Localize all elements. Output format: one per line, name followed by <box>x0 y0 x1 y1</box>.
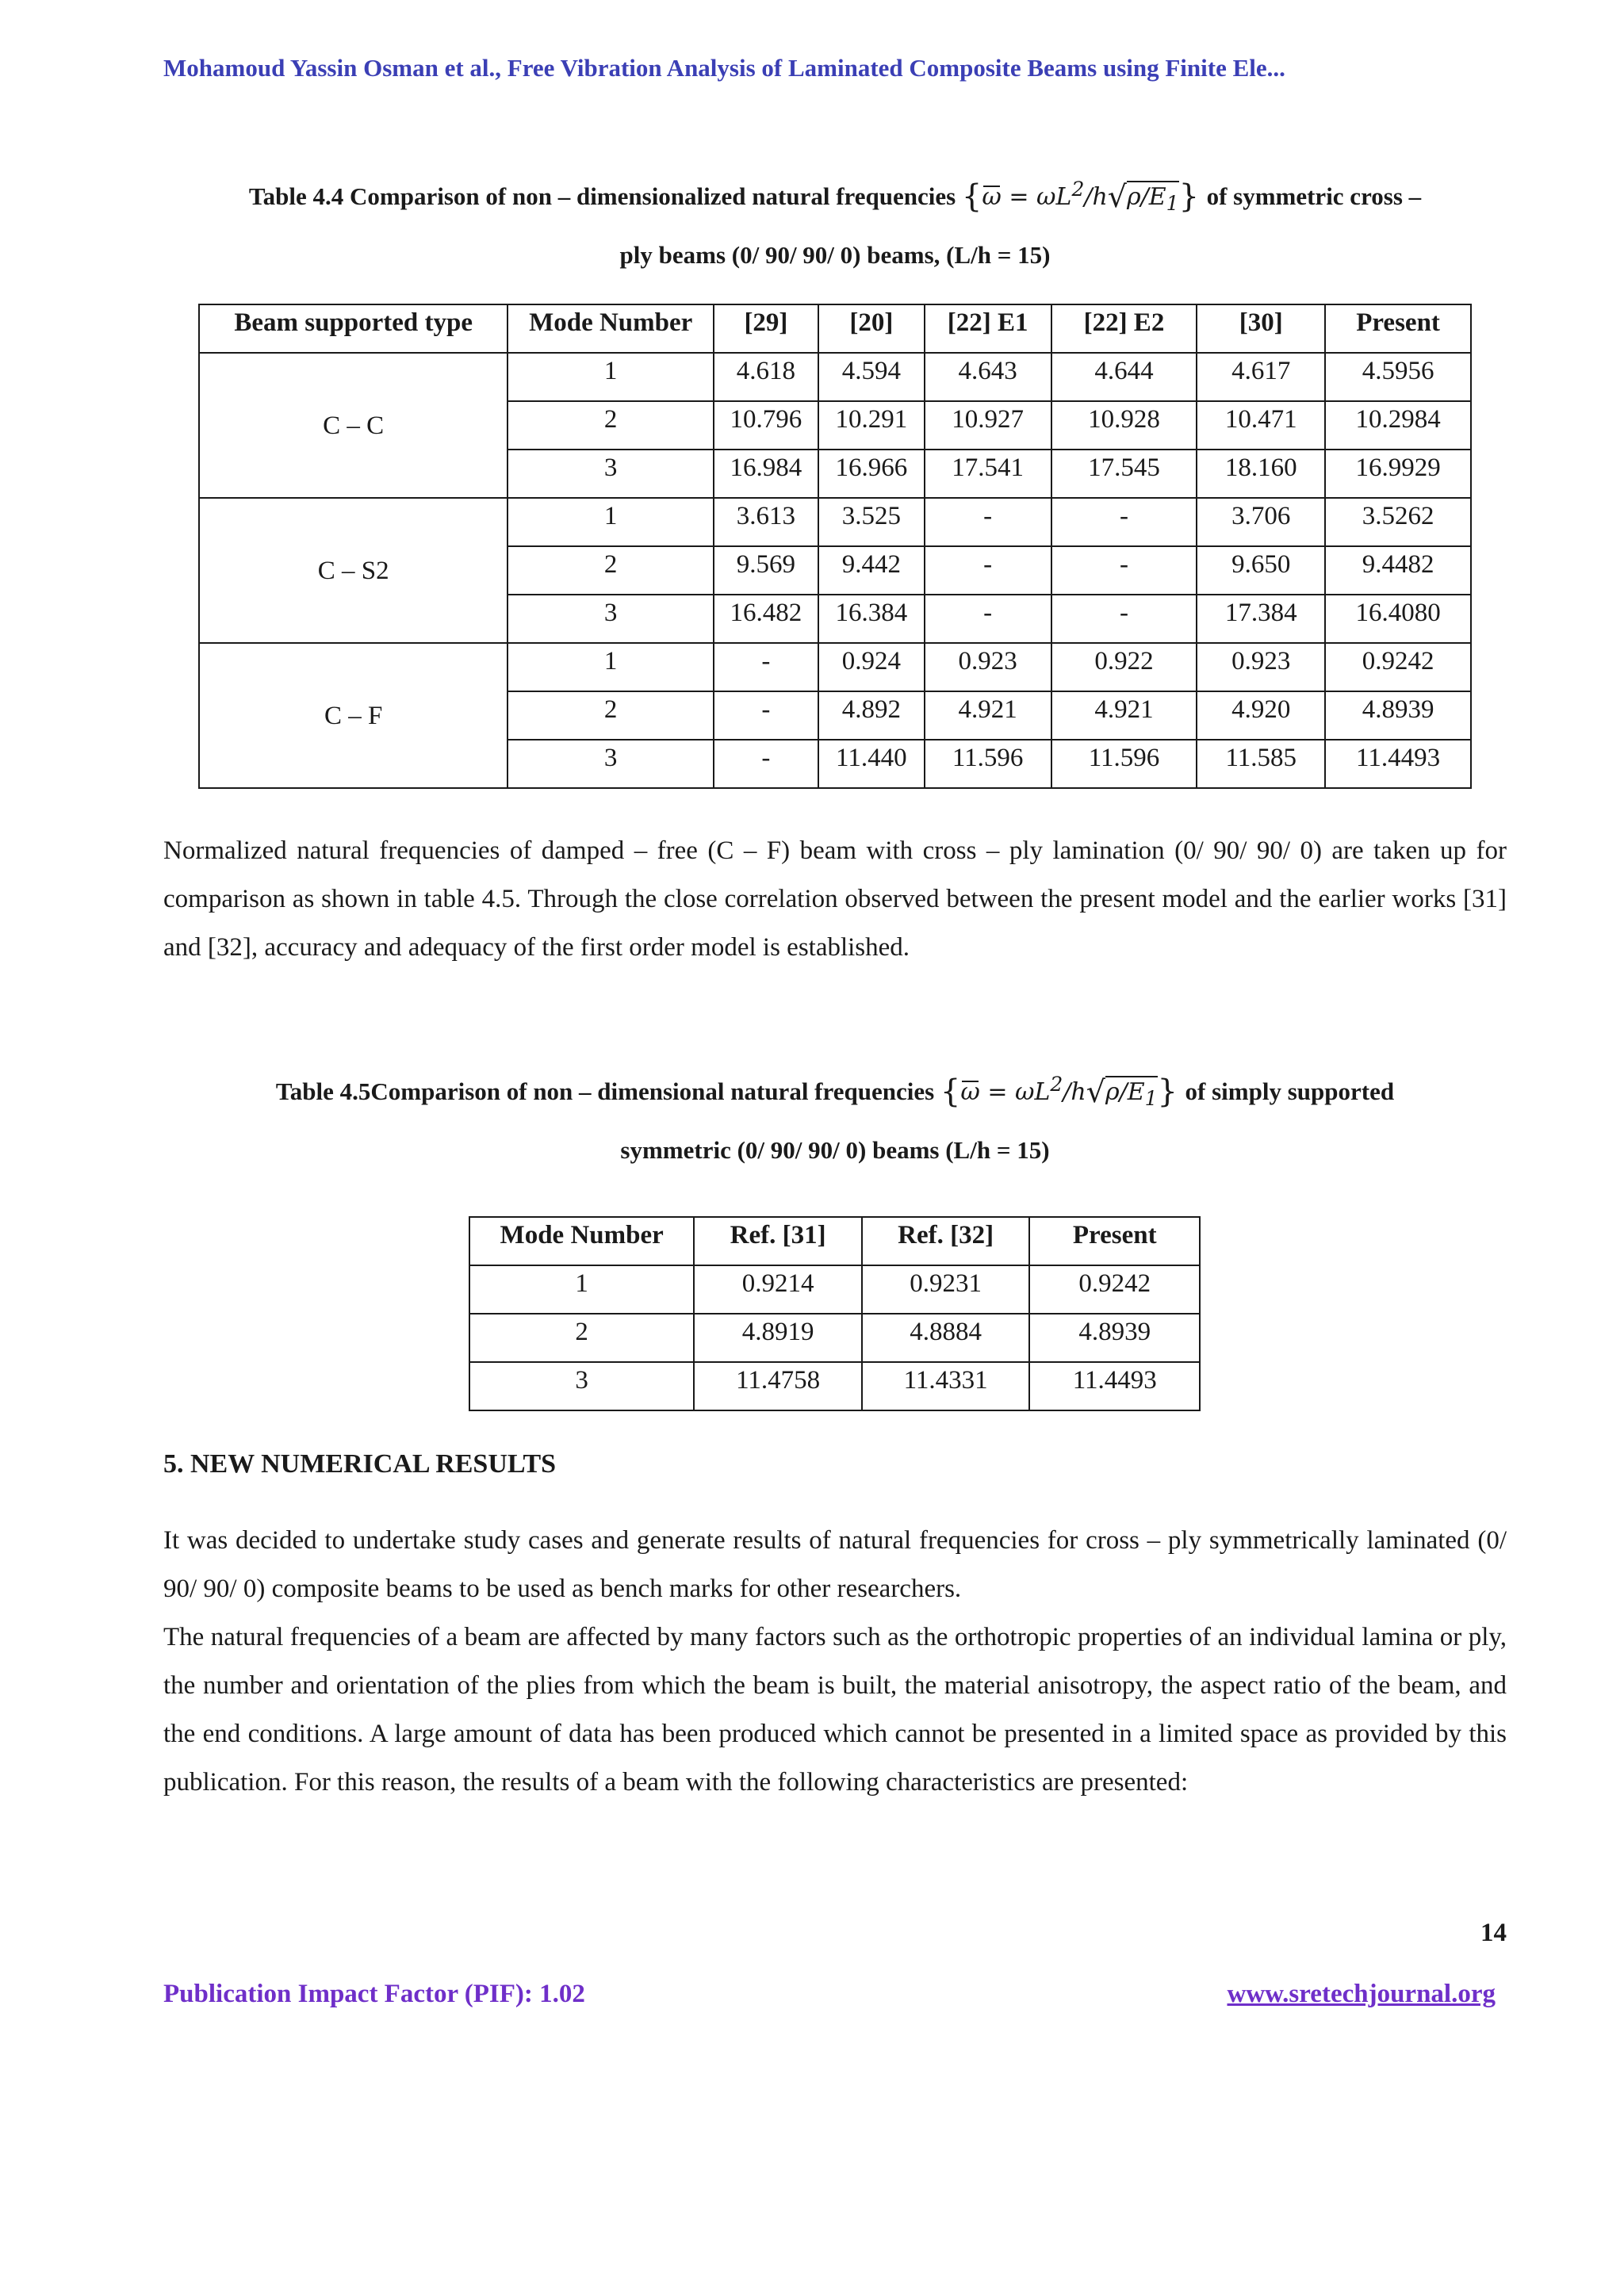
column-header: [22] E1 <box>925 304 1051 353</box>
frequency-cell: 3.706 <box>1197 498 1325 546</box>
paragraph-comparison: Normalized natural frequencies of damped – free (C – F) beam with cross – ply lamination (0/ 90/ 90/ 0) are taken up for comparison as shown in table 4.5. Through the close correlation observed between the present model and the earlier works [31] and [32], accuracy and adequacy of the first order model is established. <box>163 836 1507 962</box>
frequency-cell: - <box>1051 498 1197 546</box>
frequency-cell: 3.525 <box>818 498 925 546</box>
frequency-cell: 11.440 <box>818 740 925 788</box>
frequency-cell: - <box>925 498 1051 546</box>
table-row <box>469 1362 1200 1410</box>
frequency-cell: 4.920 <box>1197 691 1325 740</box>
frequency-cell: 0.9214 <box>694 1265 862 1314</box>
frequency-cell: - <box>925 595 1051 643</box>
mode-number-cell: 3 <box>508 595 714 643</box>
frequency-cell: - <box>1051 546 1197 595</box>
column-header: Ref. [31] <box>694 1217 862 1265</box>
table-header-row <box>199 304 1471 353</box>
frequency-cell: 10.927 <box>925 401 1051 450</box>
column-header: [20] <box>818 304 925 353</box>
frequency-cell: 16.4080 <box>1325 595 1471 643</box>
frequency-cell: - <box>714 643 818 691</box>
frequency-cell: 17.384 <box>1197 595 1325 643</box>
table-4-4-caption-line2: ply beams (0/ 90/ 90/ 0) beams, (L/h = 15) <box>619 241 1051 269</box>
frequency-cell: 0.9231 <box>862 1265 1030 1314</box>
frequency-cell: - <box>714 691 818 740</box>
table-header-row <box>469 1217 1200 1265</box>
frequency-cell: - <box>714 740 818 788</box>
frequency-cell: 0.9242 <box>1029 1265 1200 1314</box>
beam-support-type-cell: C – F <box>199 643 508 788</box>
mode-number-cell: 2 <box>508 401 714 450</box>
table-4-5-caption-prefix: Table 4.5Comparison of non – dimensional natural frequencies <box>275 1077 935 1105</box>
frequency-formula: $\{\omega = \omega L^2/h√\rho/E_1\}$ <box>940 1073 1178 1110</box>
frequency-cell: 4.8919 <box>694 1314 862 1362</box>
frequency-cell: 9.442 <box>818 546 925 595</box>
frequency-cell: 3.613 <box>714 498 818 546</box>
frequency-cell: 11.4331 <box>862 1362 1030 1410</box>
frequency-cell: 0.9242 <box>1325 643 1471 691</box>
table-row <box>199 498 1471 546</box>
frequency-cell: 4.8884 <box>862 1314 1030 1362</box>
column-header: [22] E2 <box>1051 304 1197 353</box>
paragraph-study-cases: It was decided to undertake study cases and generate results of natural frequencies for cross – ply symmetrically laminated (0/ 90/ 90/ 0) composite beams to be used as bench marks for other researchers. <box>163 1526 1507 1603</box>
frequency-cell: 0.923 <box>925 643 1051 691</box>
table-4-5-caption-suffix: of simply supported <box>1185 1077 1395 1105</box>
frequency-cell: 16.482 <box>714 595 818 643</box>
frequency-cell: 9.650 <box>1197 546 1325 595</box>
table-4-5-caption <box>163 1058 1507 1176</box>
table-4-5-caption-line1 <box>163 1058 1507 1124</box>
frequency-cell: 4.643 <box>925 353 1051 401</box>
frequency-cell: 0.924 <box>818 643 925 691</box>
frequency-cell: 9.4482 <box>1325 546 1471 595</box>
table-4-5 <box>469 1216 1201 1411</box>
table-row <box>469 1314 1200 1362</box>
column-header: [30] <box>1197 304 1325 353</box>
frequency-cell: 4.921 <box>925 691 1051 740</box>
frequency-cell: 4.921 <box>1051 691 1197 740</box>
table-4-5-caption-line2: symmetric (0/ 90/ 90/ 0) beams (L/h = 15) <box>620 1136 1050 1164</box>
section-heading: 5. NEW NUMERICAL RESULTS <box>163 1449 557 1479</box>
mode-number-cell: 2 <box>508 691 714 740</box>
frequency-cell: - <box>925 546 1051 595</box>
frequency-cell: 16.966 <box>818 450 925 498</box>
mode-number-cell: 3 <box>469 1362 694 1410</box>
mode-number-cell: 3 <box>508 450 714 498</box>
mode-number-cell: 2 <box>508 546 714 595</box>
beam-support-type-cell: C – S2 <box>199 498 508 643</box>
frequency-cell: 3.5262 <box>1325 498 1471 546</box>
column-header: Mode Number <box>469 1217 694 1265</box>
frequency-cell: 10.2984 <box>1325 401 1471 450</box>
column-header: Ref. [32] <box>862 1217 1030 1265</box>
frequency-cell: 17.545 <box>1051 450 1197 498</box>
frequency-cell: - <box>1051 595 1197 643</box>
frequency-cell: 11.585 <box>1197 740 1325 788</box>
frequency-cell: 0.922 <box>1051 643 1197 691</box>
column-header: Mode Number <box>508 304 714 353</box>
frequency-cell: 4.617 <box>1197 353 1325 401</box>
frequency-cell: 11.4493 <box>1029 1362 1200 1410</box>
frequency-cell: 4.8939 <box>1325 691 1471 740</box>
footer-website-link[interactable]: www.sretechjournal.org <box>1227 1980 1496 2008</box>
frequency-cell: 4.892 <box>818 691 925 740</box>
paragraph-factors: The natural frequencies of a beam are affected by many factors such as the orthotropic properties of an individual lamina or ply, the number and orientation of the plies from which the beam is built, the material anisotropy, the aspect ratio of the beam, and the end conditions. A large amount of data has been produced which cannot be presented in a limited space as provided by this publication. For this reason, the results of a beam with the following characteristics are presented: <box>163 1623 1507 1797</box>
frequency-cell: 11.4493 <box>1325 740 1471 788</box>
frequency-cell: 11.596 <box>1051 740 1197 788</box>
page-number: 14 <box>1480 1919 1507 1947</box>
frequency-cell: 10.291 <box>818 401 925 450</box>
frequency-cell: 4.5956 <box>1325 353 1471 401</box>
frequency-cell: 11.596 <box>925 740 1051 788</box>
running-head: Mohamoud Yassin Osman et al., Free Vibration Analysis of Laminated Composite Beams using Finite Ele... <box>163 54 1285 82</box>
table-4-4-caption-suffix: of symmetric cross – <box>1206 182 1422 210</box>
frequency-cell: 11.4758 <box>694 1362 862 1410</box>
frequency-cell: 17.541 <box>925 450 1051 498</box>
frequency-cell: 10.928 <box>1051 401 1197 450</box>
table-4-4-caption-line1 <box>163 163 1507 229</box>
frequency-cell: 4.644 <box>1051 353 1197 401</box>
frequency-cell: 16.384 <box>818 595 925 643</box>
mode-number-cell: 1 <box>508 353 714 401</box>
mode-number-cell: 2 <box>469 1314 694 1362</box>
frequency-cell: 4.594 <box>818 353 925 401</box>
table-row <box>469 1265 1200 1314</box>
frequency-cell: 16.984 <box>714 450 818 498</box>
table-4-4-caption-prefix: Table 4.4 Comparison of non – dimensionalized natural frequencies <box>248 182 956 210</box>
frequency-formula: $\{\omega = \omega L^2/h√\rho/E_1\}$ <box>961 178 1200 215</box>
table-4-4 <box>198 304 1472 789</box>
beam-support-type-cell: C – C <box>199 353 508 498</box>
column-header: Present <box>1029 1217 1200 1265</box>
mode-number-cell: 1 <box>469 1265 694 1314</box>
frequency-cell: 9.569 <box>714 546 818 595</box>
column-header: Present <box>1325 304 1471 353</box>
frequency-cell: 10.796 <box>714 401 818 450</box>
frequency-cell: 0.923 <box>1197 643 1325 691</box>
mode-number-cell: 1 <box>508 643 714 691</box>
table-row <box>199 353 1471 401</box>
mode-number-cell: 3 <box>508 740 714 788</box>
frequency-cell: 4.618 <box>714 353 818 401</box>
table-4-4-caption <box>163 163 1507 281</box>
table-row <box>199 643 1471 691</box>
column-header: [29] <box>714 304 818 353</box>
frequency-cell: 18.160 <box>1197 450 1325 498</box>
frequency-cell: 16.9929 <box>1325 450 1471 498</box>
column-header: Beam supported type <box>199 304 508 353</box>
frequency-cell: 4.8939 <box>1029 1314 1200 1362</box>
frequency-cell: 10.471 <box>1197 401 1325 450</box>
footer-impact-factor: Publication Impact Factor (PIF): 1.02 <box>163 1980 585 2008</box>
mode-number-cell: 1 <box>508 498 714 546</box>
